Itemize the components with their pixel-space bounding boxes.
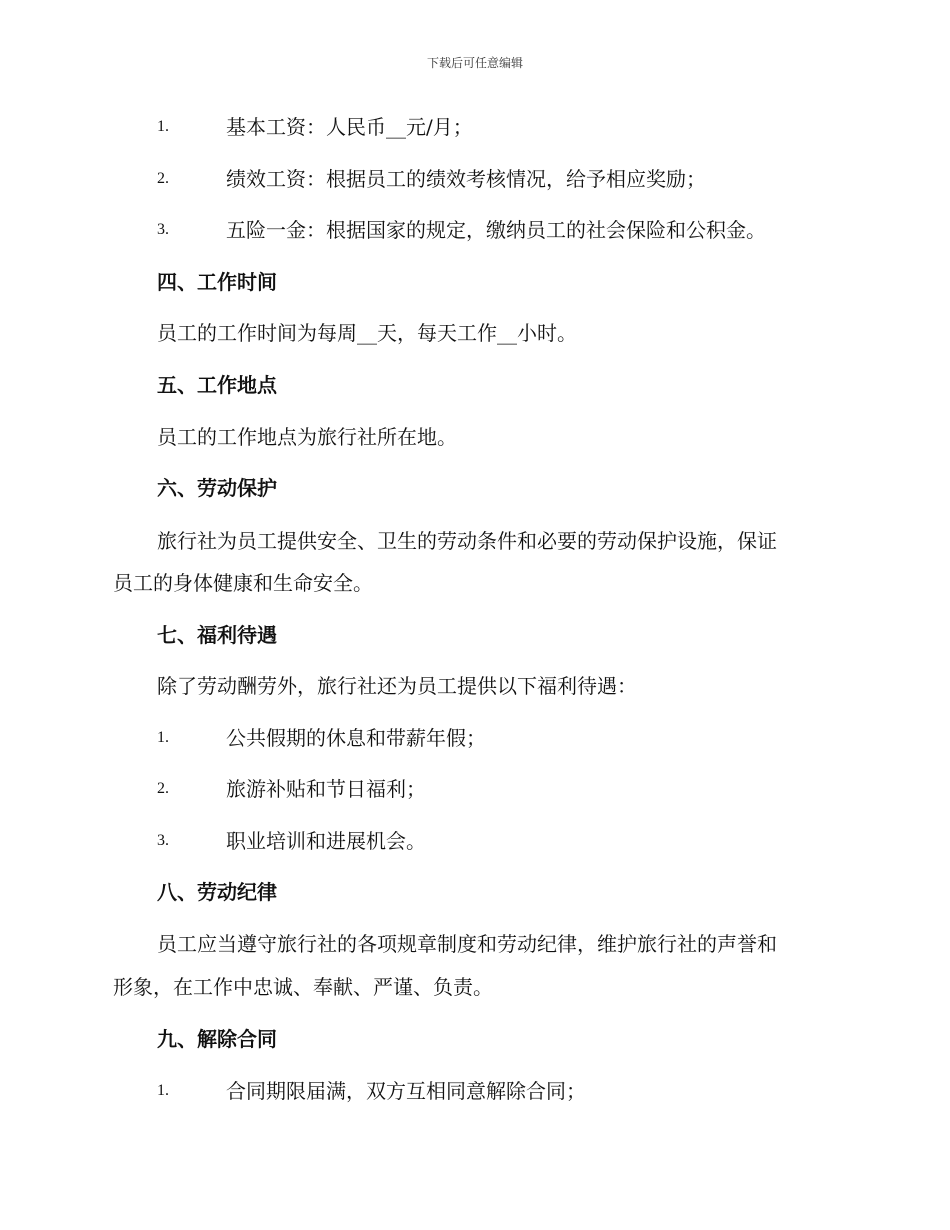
section-4-heading: 四、工作时间 [157, 270, 277, 294]
list-item-text: 绩效工资：根据员工的绩效考核情况，给予相应奖励； [226, 167, 706, 191]
section-6-body-line1: 旅行社为员工提供安全、卫生的劳动条件和必要的劳动保护设施，保证 [157, 529, 777, 553]
list-item-text: 职业培训和进展机会。 [226, 829, 426, 853]
list-item-number: 1. [157, 1082, 169, 1099]
page-header: 下载后可任意编辑 [426, 56, 523, 70]
list-item-text: 合同期限届满，双方互相同意解除合同； [226, 1079, 586, 1103]
section-6-heading: 六、劳动保护 [157, 476, 277, 500]
list-item-text: 公共假期的休息和带薪年假； [226, 726, 486, 750]
list-item-text: 基本工资：人民币__元/月； [226, 115, 473, 139]
section-7-heading: 七、福利待遇 [157, 623, 277, 647]
section-8-body-line2: 形象，在工作中忠诚、奉献、严谨、负责。 [113, 975, 493, 999]
list-item-text: 旅游补贴和节日福利； [226, 777, 426, 801]
list-item-number: 2. [157, 780, 169, 797]
section-4-body: 员工的工作时间为每周__天，每天工作__小时。 [157, 321, 577, 345]
list-item-number: 1. [157, 118, 169, 135]
list-item-number: 3. [157, 221, 169, 238]
section-9-heading: 九、解除合同 [157, 1027, 277, 1051]
list-item-text: 五险一金：根据国家的规定，缴纳员工的社会保险和公积金。 [226, 218, 766, 242]
section-5-heading: 五、工作地点 [157, 373, 277, 397]
list-item-number: 2. [157, 170, 169, 187]
section-8-heading: 八、劳动纪律 [157, 880, 277, 904]
section-8-body-line1: 员工应当遵守旅行社的各项规章制度和劳动纪律，维护旅行社的声誉和 [157, 932, 777, 956]
section-6-body-line2: 员工的身体健康和生命安全。 [113, 571, 373, 595]
section-7-intro: 除了劳动酬劳外，旅行社还为员工提供以下福利待遇： [157, 674, 637, 698]
list-item-number: 3. [157, 832, 169, 849]
section-5-body: 员工的工作地点为旅行社所在地。 [157, 425, 457, 449]
list-item-number: 1. [157, 729, 169, 746]
